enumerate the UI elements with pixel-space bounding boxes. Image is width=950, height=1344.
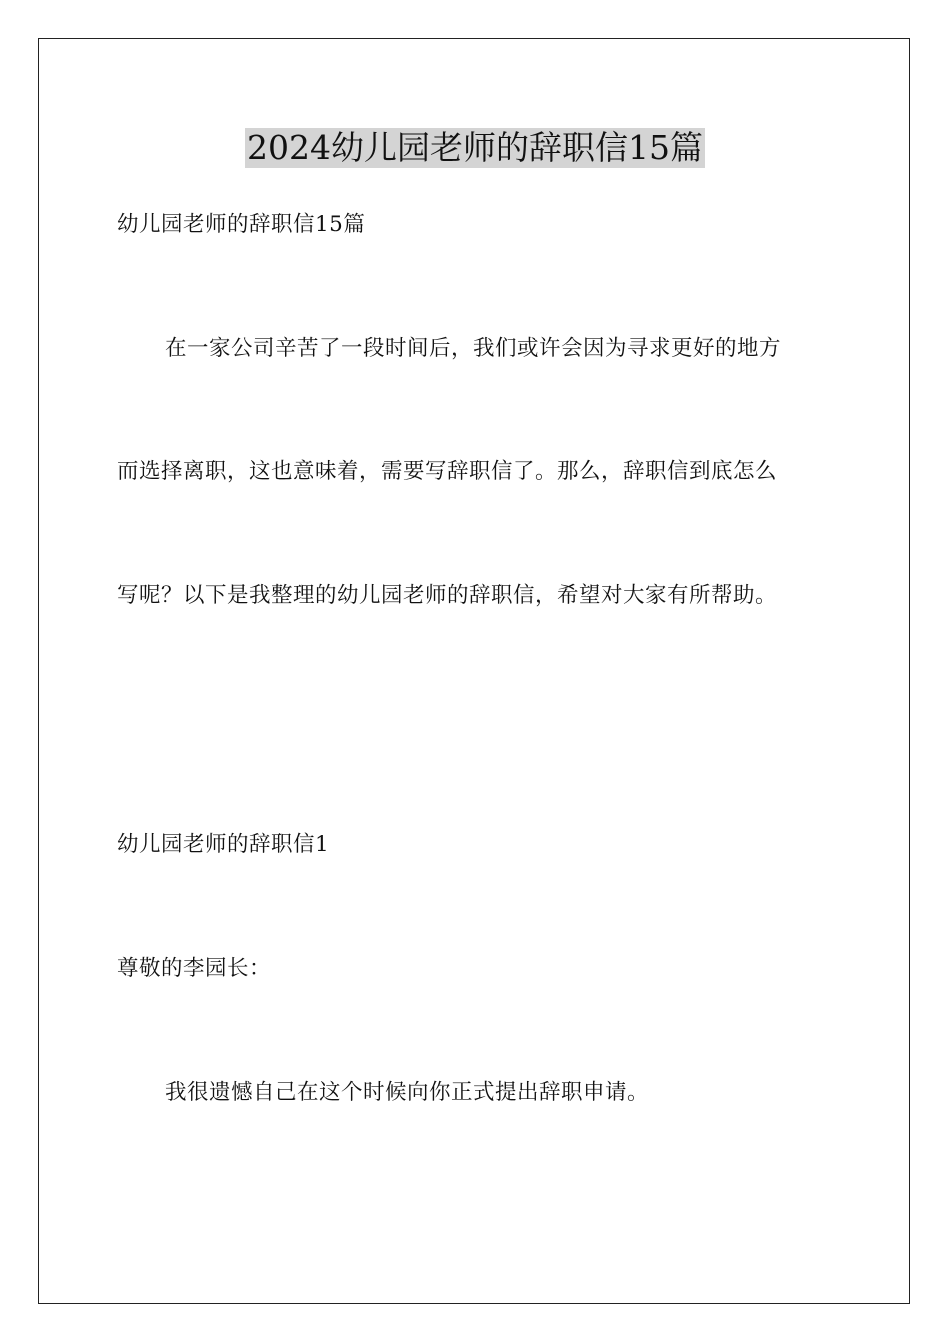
- section-heading: 幼儿园老师的辞职信1: [117, 832, 330, 857]
- intro-line-1: 在一家公司辛苦了一段时间后，我们或许会因为寻求更好的地方: [165, 336, 782, 361]
- document-subtitle: 幼儿园老师的辞职信15篇: [117, 212, 366, 237]
- salutation: 尊敬的李园长：: [117, 956, 272, 981]
- body-line-1: 我很遗憾自己在这个时候向你正式提出辞职申请。: [165, 1080, 650, 1105]
- intro-line-3: 写呢？以下是我整理的幼儿园老师的辞职信，希望对大家有所帮助。: [117, 583, 778, 608]
- title-container: [0, 128, 950, 168]
- intro-line-2: 而选择离职，这也意味着，需要写辞职信了。那么，辞职信到底怎么: [117, 459, 778, 484]
- document-title: 2024幼儿园老师的辞职信15篇: [247, 128, 703, 167]
